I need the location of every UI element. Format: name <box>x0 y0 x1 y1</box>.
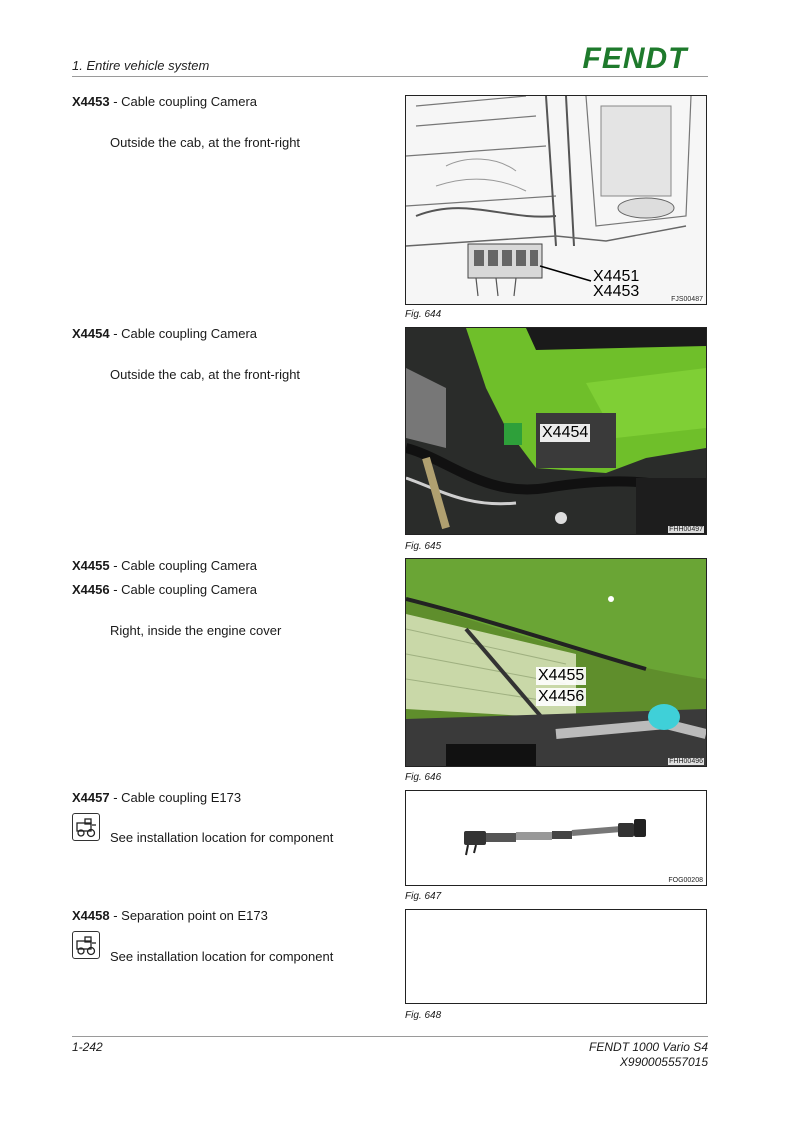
callout-x4456: X4456 <box>538 688 585 705</box>
workshop-book-icon[interactable] <box>72 931 100 959</box>
entry-description: See installation location for component <box>110 949 334 964</box>
figure-645 <box>405 327 707 535</box>
entry-x4457 <box>72 790 241 805</box>
figure-caption: Fig. 648 <box>405 1010 442 1021</box>
entry-text: - Cable coupling Camera <box>109 582 257 597</box>
entry-description: Right, inside the engine cover <box>110 623 282 638</box>
document-number: X990005557015 <box>619 1055 708 1069</box>
entry-x4453 <box>72 94 257 109</box>
entry-text: - Cable coupling Camera <box>109 558 257 573</box>
figure-647 <box>405 790 707 886</box>
entry-description: See installation location for component <box>110 830 334 845</box>
figure-644 <box>405 95 707 305</box>
entry-text: - Separation point on E173 <box>109 908 268 923</box>
figure-caption: Fig. 644 <box>405 309 442 320</box>
entry-code: X4454 <box>72 326 110 341</box>
entry-text: - Cable coupling Camera <box>109 326 257 341</box>
page-number: 1-242 <box>72 1040 103 1054</box>
cable-drawing <box>406 791 706 885</box>
figure-code: FHH00496 <box>669 758 703 765</box>
entry-description: Outside the cab, at the front-right <box>110 367 301 382</box>
entry-description: Outside the cab, at the front-right <box>110 135 301 150</box>
entry-code: X4458 <box>72 908 110 923</box>
logo-text: FENDT <box>582 44 688 72</box>
callout-x4451: X4451 <box>593 268 640 285</box>
entry-code: X4457 <box>72 790 110 805</box>
figure-code: FOG00208 <box>668 877 703 884</box>
section-title: 1. Entire vehicle system <box>72 58 210 73</box>
entry-x4458 <box>72 908 268 923</box>
fendt-logo <box>562 44 708 72</box>
footer-doc-info <box>500 1040 708 1070</box>
workshop-book-icon[interactable] <box>72 813 100 841</box>
callout-x4454: X4454 <box>542 424 589 441</box>
footer-divider <box>72 1036 708 1037</box>
callout-x4455: X4455 <box>538 667 585 684</box>
figure-648 <box>405 909 707 1004</box>
entry-code: X4456 <box>72 582 110 597</box>
entry-x4456 <box>72 582 257 597</box>
engine-cover-photo <box>406 559 706 766</box>
figure-caption: Fig. 647 <box>405 891 442 902</box>
figure-caption: Fig. 646 <box>405 772 442 783</box>
figure-caption: Fig. 645 <box>405 541 442 552</box>
model-name: FENDT 1000 Vario S4 <box>589 1040 708 1054</box>
callout-x4453: X4453 <box>593 283 640 300</box>
entry-text: - Cable coupling E173 <box>109 790 242 805</box>
cab-front-drawing <box>406 96 706 304</box>
entry-x4455 <box>72 558 257 573</box>
entry-code: X4455 <box>72 558 110 573</box>
entry-code: X4453 <box>72 94 110 109</box>
entry-x4454 <box>72 326 257 341</box>
entry-text: - Cable coupling Camera <box>109 94 257 109</box>
header-divider <box>72 76 708 77</box>
figure-code: FHH00497 <box>669 526 703 533</box>
figure-code: FJS00487 <box>671 296 703 303</box>
figure-646 <box>405 558 707 767</box>
